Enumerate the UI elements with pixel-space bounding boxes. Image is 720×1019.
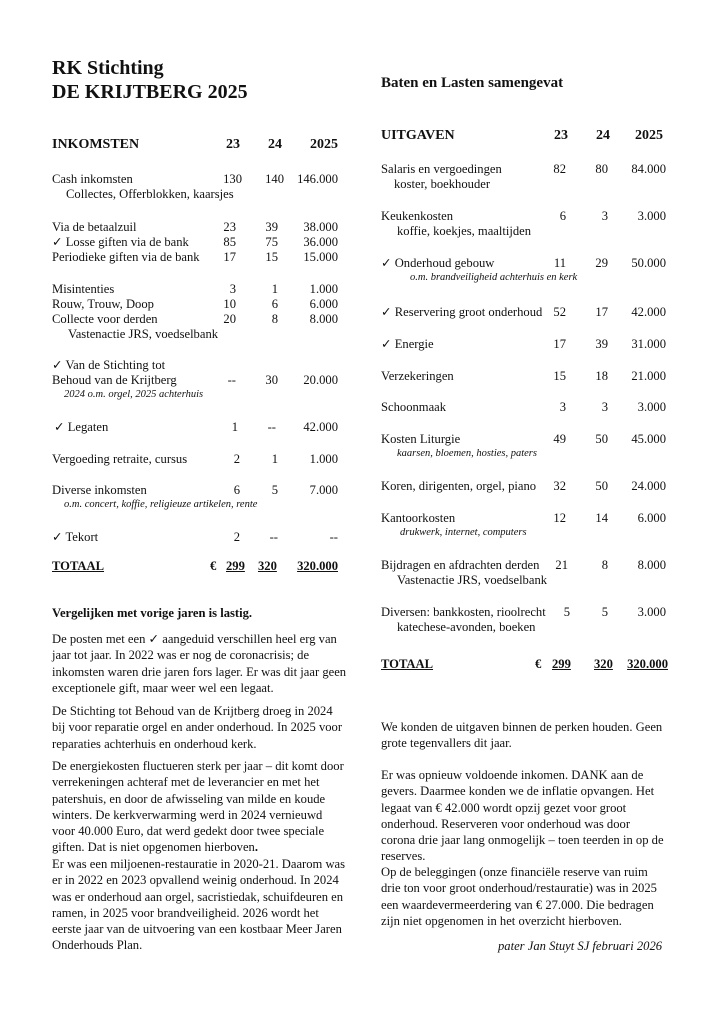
income-col-2025: 2025: [310, 137, 338, 152]
expenses-row-24: 3: [601, 209, 608, 223]
expenses-row-label: ✓ Reservering groot onderhoud: [381, 305, 543, 319]
expenses-row-23: 11: [553, 256, 566, 270]
right-paragraph-2: Er was opnieuw voldoende inkomen. DANK aan de gevers. Daarmee konden we de inflatie opvangen. Het legaat van € 42.000 wordt opzij gezet voor groot onderhoud. Reserveren voor onderhoud was door corona drie jaar lang onmogelijk – toen teerden in op de reserves.: [381, 768, 664, 864]
expenses-row-24: 80: [595, 162, 608, 176]
expenses-row-24: 17: [595, 305, 608, 319]
income-row-label: Rouw, Trouw, Doop: [52, 297, 154, 311]
expenses-row-2025: 84.000: [631, 162, 666, 176]
income-row-23: 1: [231, 420, 238, 434]
expenses-row-24: 50: [595, 432, 608, 446]
right-paragraph-1: We konden de uitgaven binnen de perken houden. Geen grote tegenvallers dit jaar.: [381, 720, 663, 751]
income-row-24: 39: [265, 220, 278, 234]
expenses-row-23: 5: [563, 605, 570, 619]
expenses-row-24: 39: [595, 337, 608, 351]
comparison-heading: Vergelijken met vorige jaren is lastig.: [52, 606, 253, 620]
income-row-label: ✓ Tekort: [52, 530, 99, 544]
income-col-24: 24: [268, 137, 282, 152]
org-name: RK Stichting: [52, 57, 164, 79]
expenses-row-23: 52: [553, 305, 566, 319]
income-row-2025: 8.000: [309, 312, 338, 326]
income-row-2025: 20.000: [303, 373, 338, 387]
income-row-23: 6: [233, 483, 240, 497]
income-row-24: 15: [265, 250, 278, 264]
income-total-23: 299: [226, 559, 245, 573]
income-title: INKOMSTEN: [52, 137, 140, 152]
income-row-24: 30: [265, 373, 278, 387]
expenses-row-sublabel: koffie, koekjes, maaltijden: [397, 224, 532, 238]
income-row-label: ✓ Losse giften via de bank: [52, 235, 189, 249]
expenses-total-label: TOTAAL: [381, 657, 434, 671]
income-row-23: 2: [233, 530, 240, 544]
income-row-note: o.m. concert, koffie, religieuze artikelen, rente: [64, 499, 258, 510]
expenses-row-24: 3: [601, 400, 608, 414]
expenses-row-24: 8: [601, 558, 608, 572]
income-row-label: ✓ Legaten: [54, 420, 109, 434]
income-row-label: Vergoeding retraite, cursus: [52, 452, 188, 466]
income-row-24: 1: [271, 282, 278, 296]
income-row-sublabel: Vastenactie JRS, voedselbank: [68, 327, 219, 341]
expenses-row-sublabel: katechese-avonden, boeken: [397, 620, 536, 634]
income-row-note: 2024 o.m. orgel, 2025 achterhuis: [64, 389, 204, 400]
expenses-row-2025: 3.000: [637, 605, 666, 619]
income-row-2025: 1.000: [309, 452, 338, 466]
left-paragraph-4: Er was een miljoenen-restauratie in 2020-21. Daarom was er in 2022 en 2023 opvallend weinig onderhoud. In 2024 was er onderhoud aan orgel, sacristiedak, schuifdeuren en ramen, in 2025 voor brandveiligheid. 2026 wordt het eerste jaar van de uitvoering van een kostbaar Meer Jaren Onderhouds Plan.: [52, 857, 346, 953]
expenses-row-sublabel: Vastenactie JRS, voedselbank: [397, 573, 548, 587]
income-row-label: Cash inkomsten: [52, 172, 133, 186]
expenses-row-label: Kantoorkosten: [381, 511, 456, 525]
income-row-2025: --: [329, 530, 338, 544]
expenses-row-sublabel: koster, boekhouder: [394, 177, 491, 191]
expenses-col-23: 23: [554, 128, 568, 143]
income-row-label: Diverse inkomsten: [52, 483, 147, 497]
expenses-row-23: 49: [553, 432, 566, 446]
expenses-row-note: kaarsen, bloemen, hosties, paters: [397, 448, 537, 459]
income-row-2025: 6.000: [309, 297, 338, 311]
expenses-row-23: 3: [559, 400, 566, 414]
expenses-row-label: Diversen: bankkosten, rioolrecht: [381, 605, 546, 619]
expenses-row-2025: 45.000: [631, 432, 666, 446]
expenses-row-24: 29: [595, 256, 608, 270]
expenses-row-label: Keukenkosten: [381, 209, 454, 223]
expenses-row-23: 17: [553, 337, 566, 351]
expenses-row-23: 15: [553, 369, 566, 383]
income-row-label: Misintenties: [52, 282, 115, 296]
income-row-23: 3: [229, 282, 236, 296]
expenses-row-23: 82: [553, 162, 566, 176]
income-row-24: 8: [271, 312, 278, 326]
expenses-row-2025: 6.000: [637, 511, 666, 525]
expenses-row-label: Bijdragen en afdrachten derden: [381, 558, 540, 572]
income-col-23: 23: [226, 137, 240, 152]
income-row-24: 1: [271, 452, 278, 466]
income-row-23: 85: [223, 235, 236, 249]
left-paragraph-2: De Stichting tot Behoud van de Krijtberg droeg in 2024 bij voor reparatie orgel en ander onderhoud. In 2025 voor reparaties achterhuis en onderhoud kerk.: [52, 704, 343, 751]
expenses-row-2025: 21.000: [631, 369, 666, 383]
income-row-label: Behoud van de Krijtberg: [52, 373, 177, 387]
expenses-row-24: 50: [595, 479, 608, 493]
income-total-label: TOTAAL: [52, 559, 105, 573]
income-row-23: 23: [223, 220, 236, 234]
income-row-2025: 7.000: [309, 483, 338, 497]
expenses-col-2025: 2025: [635, 128, 663, 143]
income-row-23: 10: [223, 297, 236, 311]
check-icon: ✓: [148, 632, 160, 646]
income-row-24: 5: [271, 483, 278, 497]
income-row-24: 140: [265, 172, 284, 186]
expenses-total-24: 320: [594, 657, 613, 671]
income-row-2025: 1.000: [309, 282, 338, 296]
expenses-row-label: ✓ Energie: [381, 337, 434, 351]
income-row-23: 130: [223, 172, 242, 186]
income-row-2025: 38.000: [303, 220, 338, 234]
expenses-row-2025: 31.000: [631, 337, 666, 351]
income-row-sublabel: Collectes, Offerblokken, kaarsjes: [66, 187, 234, 201]
expenses-row-2025: 42.000: [631, 305, 666, 319]
expenses-row-23: 12: [553, 511, 566, 525]
income-row-23: 2: [233, 452, 240, 466]
expenses-row-23: 21: [555, 558, 568, 572]
expenses-row-label: ✓ Onderhoud gebouw: [381, 256, 495, 270]
income-row-label: Collecte voor derden: [52, 312, 158, 326]
income-total-24: 320: [258, 559, 277, 573]
expenses-row-2025: 3.000: [637, 400, 666, 414]
right-paragraph-3: Op de beleggingen (onze financiële reserve van ruim drie ton voor groot onderhoud/restauratie) was in 2025 een waardevermeerdering van € 27.000. Die bedragen zijn niet opgenomen in het overzicht hierboven.: [381, 865, 657, 928]
income-row-23: 17: [223, 250, 236, 264]
expenses-row-23: 32: [553, 479, 566, 493]
expenses-row-label: Koren, dirigenten, orgel, piano: [381, 479, 537, 493]
income-row-2025: 146.000: [297, 172, 338, 186]
income-row-24: 6: [271, 297, 278, 311]
expenses-title: UITGAVEN: [381, 128, 455, 143]
expenses-row-label: Schoonmaak: [381, 400, 447, 414]
income-total-2025: 320.000: [297, 559, 338, 573]
expenses-row-23: 6: [559, 209, 566, 223]
expenses-total-2025: 320.000: [627, 657, 668, 671]
income-row-23: 20: [223, 312, 236, 326]
income-row-label: Via de betaalzuil: [52, 220, 137, 234]
expenses-total-currency: €: [535, 657, 542, 671]
expenses-row-2025: 50.000: [631, 256, 666, 270]
income-row-label: Periodieke giften via de bank: [52, 250, 200, 264]
left-paragraph-3-text: De energiekosten fluctueren sterk per jaar – dit komt door verrekeningen achteraf met de leverancier en met het patershuis, en door de afwisseling van milde en koude winters. De kerkverwarming werd in 2024 vernieuwd voor 40.000 Euro, dat werd gedekt door twee speciale giften. Dat is niet opgenomen hierboven: [52, 759, 344, 855]
expenses-row-24: 18: [595, 369, 608, 383]
expenses-row-note: drukwerk, internet, computers: [400, 527, 527, 538]
income-row-2025: 15.000: [303, 250, 338, 264]
income-row-24: --: [269, 530, 278, 544]
left-paragraph-1-text-a: De posten met een: [52, 632, 149, 646]
income-row-24: --: [267, 420, 276, 434]
left-paragraph-1: [52, 631, 348, 696]
left-paragraph-1-text-b: aangeduid verschillen heel erg van jaar tot jaar. In 2022 was er nog de coronacrisis; de inkomsten waren drie jaren fors lager. Er was dit jaar geen exceptionele gift, maar weer wel een legaat.: [52, 632, 347, 695]
expenses-row-label: Kosten Liturgie: [381, 432, 461, 446]
expenses-row-2025: 8.000: [637, 558, 666, 572]
summary-title: Baten en Lasten samengevat: [381, 75, 564, 91]
income-row-24: 75: [265, 235, 278, 249]
org-title-year: DE KRIJTBERG 2025: [52, 81, 248, 103]
expenses-row-2025: 24.000: [631, 479, 666, 493]
expenses-col-24: 24: [596, 128, 610, 143]
signature: pater Jan Stuyt SJ februari 2026: [498, 939, 663, 953]
expenses-row-label: Salaris en vergoedingen: [381, 162, 502, 176]
income-row-2025: 42.000: [303, 420, 338, 434]
expenses-row-2025: 3.000: [637, 209, 666, 223]
expenses-row-note: o.m. brandveiligheid achterhuis en kerk: [410, 272, 578, 283]
income-row-label: ✓ Van de Stichting tot: [52, 358, 166, 372]
left-paragraph-3-period: .: [254, 840, 259, 855]
left-paragraph-3: [52, 758, 348, 856]
expenses-row-label: Verzekeringen: [381, 369, 454, 383]
income-total-currency: €: [210, 559, 217, 573]
income-row-23: --: [227, 373, 236, 387]
expenses-row-24: 14: [595, 511, 608, 525]
expenses-total-23: 299: [552, 657, 571, 671]
expenses-row-24: 5: [601, 605, 608, 619]
income-row-2025: 36.000: [303, 235, 338, 249]
